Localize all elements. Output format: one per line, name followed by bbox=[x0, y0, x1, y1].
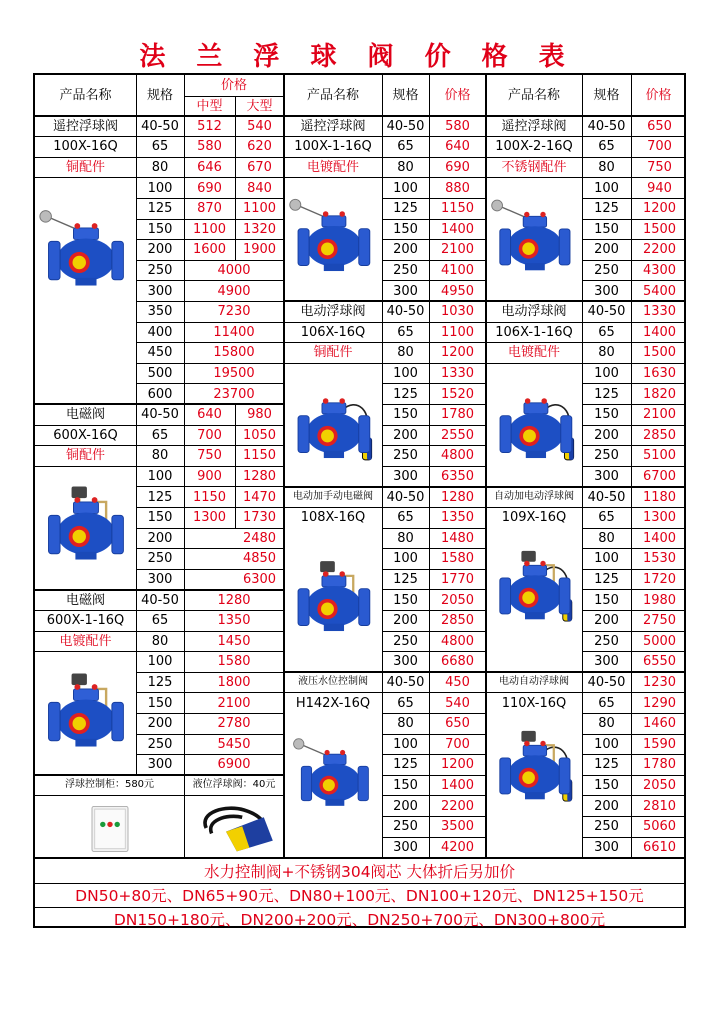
spec-cell: 200 bbox=[393, 242, 418, 258]
price-cell: 1100 bbox=[440, 324, 475, 340]
price-cell: 6900 bbox=[217, 757, 251, 773]
spec-cell: 125 bbox=[594, 571, 619, 587]
float-control-cabinet-image bbox=[65, 798, 155, 858]
spec-cell: 125 bbox=[393, 757, 418, 773]
price-large-cell: 1050 bbox=[242, 427, 277, 443]
price-cell: 1400 bbox=[642, 530, 677, 546]
header-product-name: 产品名称 bbox=[59, 88, 112, 103]
product-name: 自动加电动浮球阀 bbox=[494, 491, 574, 503]
price-cell: 3500 bbox=[440, 819, 475, 835]
spec-cell: 125 bbox=[147, 201, 173, 217]
price-cell: 1330 bbox=[440, 365, 475, 381]
price-cell: 2200 bbox=[440, 798, 475, 814]
spec-cell: 150 bbox=[594, 592, 619, 608]
price-large-cell: 1470 bbox=[242, 489, 277, 505]
price-cell: 6550 bbox=[642, 654, 677, 670]
spec-cell: 300 bbox=[147, 757, 173, 773]
spec-cell: 250 bbox=[393, 262, 418, 278]
product-name: 电动加手动电磁阀 bbox=[293, 491, 373, 503]
spec-cell: 40-50 bbox=[587, 674, 626, 690]
header-price-mid: 中型 bbox=[196, 98, 223, 114]
spec-cell: 150 bbox=[594, 407, 619, 423]
header-price: 价格 bbox=[220, 78, 247, 93]
spec-cell: 150 bbox=[147, 695, 173, 711]
spec-cell: 200 bbox=[147, 716, 173, 732]
spec-cell: 250 bbox=[594, 633, 619, 649]
product-material: 铜配件 bbox=[65, 448, 105, 464]
product-material: 电镀配件 bbox=[507, 345, 560, 361]
price-large-cell: 840 bbox=[247, 180, 272, 196]
spec-cell: 40-50 bbox=[386, 674, 425, 690]
spec-cell: 300 bbox=[594, 283, 619, 299]
spec-cell: 100 bbox=[147, 180, 173, 196]
product-name: 液压水位控制阀 bbox=[298, 676, 368, 688]
price-cell: 5000 bbox=[642, 633, 677, 649]
product-material: 电镀配件 bbox=[59, 633, 112, 649]
price-cell: 1200 bbox=[440, 345, 475, 361]
header-product-name: 产品名称 bbox=[507, 88, 560, 103]
product-model: 600X-1-16Q bbox=[46, 613, 125, 629]
spec-cell: 125 bbox=[594, 201, 619, 217]
price-cell: 1030 bbox=[440, 304, 475, 320]
spec-cell: 250 bbox=[594, 819, 619, 835]
spec-cell: 80 bbox=[397, 159, 414, 175]
plated-float-valve-image bbox=[287, 182, 379, 292]
product-model: 108X-16Q bbox=[300, 510, 366, 526]
price-cell: 1400 bbox=[440, 777, 475, 793]
product-model: 100X-16Q bbox=[53, 139, 118, 155]
price-cell: 1460 bbox=[642, 716, 677, 732]
spec-cell: 40-50 bbox=[386, 304, 425, 320]
price-cell: 2050 bbox=[642, 777, 677, 793]
price-cell: 1450 bbox=[217, 633, 251, 649]
product-name: 遥控浮球阀 bbox=[52, 118, 118, 134]
spec-cell: 150 bbox=[393, 592, 418, 608]
spec-cell: 40-50 bbox=[386, 489, 425, 505]
header-spec: 规格 bbox=[146, 88, 173, 103]
price-cell: 2100 bbox=[440, 242, 475, 258]
price-cell: 540 bbox=[445, 695, 470, 711]
spec-cell: 100 bbox=[594, 365, 619, 381]
footer-note-3: DN150+180元、DN200+200元、DN250+700元、DN300+800元 bbox=[113, 911, 606, 929]
spec-cell: 250 bbox=[594, 448, 619, 464]
spec-cell: 250 bbox=[393, 819, 418, 835]
price-cell: 4950 bbox=[440, 283, 475, 299]
price-mid-cell: 580 bbox=[197, 139, 222, 155]
spec-cell: 150 bbox=[594, 221, 619, 237]
spec-cell: 80 bbox=[397, 530, 414, 546]
price-cell: 5100 bbox=[642, 448, 677, 464]
price-cell: 1300 bbox=[642, 510, 677, 526]
price-cell: 11400 bbox=[213, 324, 255, 340]
spec-cell: 125 bbox=[594, 386, 619, 402]
spec-cell: 300 bbox=[147, 283, 173, 299]
level-float-ball-label: 液位浮球阀：40元 bbox=[192, 779, 276, 791]
price-large-cell: 2480 bbox=[242, 530, 277, 546]
price-cell: 750 bbox=[647, 159, 672, 175]
product-model: H142X-16Q bbox=[295, 695, 371, 711]
price-cell: 4200 bbox=[440, 839, 475, 855]
price-cell: 940 bbox=[647, 180, 672, 196]
price-cell: 1520 bbox=[440, 386, 475, 402]
product-name: 遥控浮球阀 bbox=[300, 118, 366, 134]
spec-cell: 65 bbox=[151, 139, 169, 155]
spec-cell: 300 bbox=[594, 839, 619, 855]
price-cell: 2780 bbox=[217, 716, 251, 732]
price-large-cell: 670 bbox=[247, 159, 272, 175]
price-cell: 1280 bbox=[440, 489, 475, 505]
float-valve-image bbox=[37, 190, 133, 310]
price-cell: 2200 bbox=[642, 242, 677, 258]
price-cell: 1780 bbox=[440, 407, 475, 423]
price-cell: 1500 bbox=[642, 221, 677, 237]
spec-cell: 100 bbox=[594, 180, 619, 196]
price-cell: 880 bbox=[445, 180, 470, 196]
spec-cell: 80 bbox=[598, 716, 615, 732]
spec-cell: 250 bbox=[594, 262, 619, 278]
price-cell: 6350 bbox=[440, 468, 475, 484]
spec-cell: 450 bbox=[147, 345, 173, 361]
price-mid-cell: 900 bbox=[197, 468, 222, 484]
price-cell: 4900 bbox=[217, 283, 251, 299]
price-cell: 6610 bbox=[642, 839, 677, 855]
spec-cell: 80 bbox=[151, 448, 169, 464]
price-cell: 1150 bbox=[440, 201, 475, 217]
spec-cell: 300 bbox=[393, 283, 418, 299]
spec-cell: 65 bbox=[598, 139, 615, 155]
price-cell: 1780 bbox=[642, 757, 677, 773]
product-model: 100X-2-16Q bbox=[495, 139, 573, 155]
price-cell: 700 bbox=[445, 736, 470, 752]
spec-cell: 100 bbox=[147, 654, 173, 670]
spec-cell: 250 bbox=[147, 262, 173, 278]
price-cell: 690 bbox=[445, 159, 470, 175]
price-cell: 4800 bbox=[440, 633, 475, 649]
price-cell: 1350 bbox=[440, 510, 475, 526]
price-cell: 1580 bbox=[440, 551, 475, 567]
price-cell: 450 bbox=[445, 674, 470, 690]
price-mid-cell: 1100 bbox=[192, 221, 227, 237]
header-spec: 规格 bbox=[392, 88, 419, 103]
price-mid-cell: 750 bbox=[197, 448, 222, 464]
product-name: 电磁阀 bbox=[65, 592, 105, 608]
price-cell: 580 bbox=[445, 118, 470, 134]
product-name: 遥控浮球阀 bbox=[501, 118, 567, 134]
price-mid-cell: 512 bbox=[197, 118, 222, 134]
spec-cell: 125 bbox=[393, 386, 418, 402]
price-cell: 700 bbox=[647, 139, 672, 155]
price-cell: 7230 bbox=[217, 304, 251, 320]
spec-cell: 80 bbox=[151, 633, 169, 649]
spec-cell: 100 bbox=[393, 736, 418, 752]
grid-line-v bbox=[184, 796, 185, 858]
spec-cell: 250 bbox=[393, 633, 418, 649]
price-cell: 19500 bbox=[213, 365, 255, 381]
spec-cell: 65 bbox=[397, 324, 414, 340]
product-model: 109X-16Q bbox=[501, 510, 567, 526]
price-cell: 1630 bbox=[642, 365, 677, 381]
price-large-cell: 4850 bbox=[242, 551, 277, 567]
price-cell: 2100 bbox=[642, 407, 677, 423]
spec-cell: 500 bbox=[147, 365, 173, 381]
price-cell: 1770 bbox=[440, 571, 475, 587]
spec-cell: 200 bbox=[147, 242, 173, 258]
product-material: 铜配件 bbox=[313, 345, 353, 361]
spec-cell: 100 bbox=[393, 551, 418, 567]
price-cell: 4100 bbox=[440, 262, 475, 278]
price-cell: 1400 bbox=[440, 221, 475, 237]
price-cell: 1500 bbox=[642, 345, 677, 361]
spec-cell: 600 bbox=[147, 386, 173, 402]
price-cell: 5450 bbox=[217, 736, 251, 752]
spec-cell: 400 bbox=[147, 324, 173, 340]
spec-cell: 80 bbox=[397, 345, 414, 361]
spec-cell: 125 bbox=[594, 757, 619, 773]
auto-electric-float-valve-image bbox=[489, 531, 579, 641]
spec-cell: 100 bbox=[393, 365, 418, 381]
price-cell: 650 bbox=[647, 118, 672, 134]
footer-note-2: DN50+80元、DN65+90元、DN80+100元、DN100+120元、DN125+150元 bbox=[75, 887, 644, 905]
price-cell: 2750 bbox=[642, 613, 677, 629]
spec-cell: 150 bbox=[393, 777, 418, 793]
price-cell: 1980 bbox=[642, 592, 677, 608]
spec-cell: 65 bbox=[598, 324, 615, 340]
spec-cell: 100 bbox=[594, 736, 619, 752]
price-cell: 5400 bbox=[642, 283, 677, 299]
product-material: 铜配件 bbox=[65, 159, 105, 175]
price-cell: 6680 bbox=[440, 654, 475, 670]
price-cell: 1480 bbox=[440, 530, 475, 546]
price-large-cell: 1150 bbox=[242, 448, 277, 464]
spec-cell: 200 bbox=[393, 427, 418, 443]
price-large-cell: 1280 bbox=[242, 468, 277, 484]
spec-cell: 40-50 bbox=[587, 118, 626, 134]
spec-cell: 100 bbox=[393, 180, 418, 196]
price-cell: 6700 bbox=[642, 468, 677, 484]
spec-cell: 300 bbox=[393, 839, 418, 855]
spec-cell: 250 bbox=[147, 551, 173, 567]
price-cell: 1720 bbox=[642, 571, 677, 587]
spec-cell: 125 bbox=[393, 571, 418, 587]
spec-cell: 125 bbox=[393, 201, 418, 217]
spec-cell: 65 bbox=[151, 613, 169, 629]
spec-cell: 100 bbox=[594, 551, 619, 567]
solenoid-valve-plated-image bbox=[37, 656, 133, 766]
price-cell: 1530 bbox=[642, 551, 677, 567]
spec-cell: 125 bbox=[147, 674, 173, 690]
footer-note-1: 水力控制阀+不锈钢304阀芯 大体折后另加价 bbox=[203, 863, 515, 881]
spec-cell: 200 bbox=[594, 613, 619, 629]
product-material: 不锈钢配件 bbox=[501, 159, 567, 175]
spec-cell: 40-50 bbox=[141, 592, 179, 608]
price-cell: 1350 bbox=[217, 613, 251, 629]
header-price: 价格 bbox=[645, 88, 672, 103]
price-cell: 4800 bbox=[440, 448, 475, 464]
price-cell: 2810 bbox=[642, 798, 677, 814]
spec-cell: 300 bbox=[393, 654, 418, 670]
electric-auto-float-valve-image bbox=[489, 711, 579, 821]
price-large-cell: 6300 bbox=[242, 571, 277, 587]
product-model: 110X-16Q bbox=[501, 695, 567, 711]
spec-cell: 150 bbox=[147, 221, 173, 237]
spec-cell: 200 bbox=[594, 242, 619, 258]
price-large-cell: 1320 bbox=[242, 221, 277, 237]
spec-cell: 300 bbox=[594, 654, 619, 670]
price-cell: 1180 bbox=[642, 489, 677, 505]
price-mid-cell: 646 bbox=[197, 159, 222, 175]
price-cell: 1290 bbox=[642, 695, 677, 711]
spec-cell: 80 bbox=[598, 159, 615, 175]
spec-cell: 200 bbox=[393, 798, 418, 814]
spec-cell: 40-50 bbox=[141, 118, 179, 134]
price-table bbox=[33, 73, 686, 928]
price-mid-cell: 870 bbox=[197, 201, 222, 217]
price-mid-cell: 1150 bbox=[192, 489, 227, 505]
spec-cell: 300 bbox=[147, 571, 173, 587]
header-spec: 规格 bbox=[593, 88, 620, 103]
spec-cell: 65 bbox=[397, 510, 414, 526]
price-large-cell: 620 bbox=[247, 139, 272, 155]
product-model: 106X-1-16Q bbox=[495, 324, 573, 340]
hydraulic-level-valve-image bbox=[291, 699, 377, 849]
price-cell: 1400 bbox=[642, 324, 677, 340]
spec-cell: 40-50 bbox=[386, 118, 425, 134]
price-cell: 4000 bbox=[217, 262, 251, 278]
price-mid-cell: 700 bbox=[197, 427, 222, 443]
price-mid-cell: 640 bbox=[197, 407, 222, 423]
spec-cell: 200 bbox=[147, 530, 173, 546]
price-cell: 1580 bbox=[217, 654, 251, 670]
product-material: 电镀配件 bbox=[306, 159, 359, 175]
spec-cell: 100 bbox=[147, 468, 173, 484]
price-cell: 23700 bbox=[213, 386, 255, 402]
price-cell: 1280 bbox=[217, 592, 251, 608]
price-mid-cell: 1600 bbox=[192, 242, 227, 258]
solenoid-valve-image bbox=[37, 474, 133, 574]
price-cell: 2050 bbox=[440, 592, 475, 608]
product-model: 106X-16Q bbox=[300, 324, 366, 340]
product-name: 电动浮球阀 bbox=[501, 304, 567, 320]
price-cell: 2550 bbox=[440, 427, 475, 443]
product-model: 100X-1-16Q bbox=[294, 139, 372, 155]
electric-float-valve-plated-image bbox=[489, 369, 581, 479]
price-cell: 650 bbox=[445, 716, 470, 732]
price-cell: 640 bbox=[445, 139, 470, 155]
price-cell: 4300 bbox=[642, 262, 677, 278]
spec-cell: 40-50 bbox=[587, 489, 626, 505]
price-large-cell: 1730 bbox=[242, 510, 277, 526]
price-cell: 15800 bbox=[213, 345, 255, 361]
spec-cell: 80 bbox=[598, 530, 615, 546]
float-control-cabinet-label: 浮球控制柜：580元 bbox=[64, 779, 155, 791]
price-cell: 1820 bbox=[642, 386, 677, 402]
spec-cell: 200 bbox=[594, 798, 619, 814]
price-cell: 1330 bbox=[642, 304, 677, 320]
spec-cell: 150 bbox=[393, 407, 418, 423]
page-title: 法 兰 浮 球 阀 价 格 表 bbox=[139, 42, 576, 72]
product-name: 电动自动浮球阀 bbox=[499, 676, 569, 688]
product-name: 电磁阀 bbox=[65, 407, 105, 423]
price-mid-cell: 690 bbox=[197, 180, 222, 196]
header-price-large: 大型 bbox=[246, 98, 273, 114]
spec-cell: 300 bbox=[594, 468, 619, 484]
spec-cell: 80 bbox=[151, 159, 169, 175]
spec-cell: 65 bbox=[598, 695, 615, 711]
spec-cell: 200 bbox=[393, 613, 418, 629]
level-float-ball-image bbox=[190, 798, 280, 858]
price-cell: 1800 bbox=[217, 674, 251, 690]
spec-cell: 65 bbox=[151, 427, 169, 443]
price-cell: 1590 bbox=[642, 736, 677, 752]
price-large-cell: 540 bbox=[247, 118, 272, 134]
spec-cell: 65 bbox=[397, 139, 414, 155]
price-cell: 2100 bbox=[217, 695, 251, 711]
spec-cell: 150 bbox=[594, 777, 619, 793]
spec-cell: 40-50 bbox=[141, 407, 179, 423]
spec-cell: 65 bbox=[598, 510, 615, 526]
stainless-float-valve-image bbox=[489, 182, 579, 292]
spec-cell: 350 bbox=[147, 304, 173, 320]
spec-cell: 250 bbox=[147, 736, 173, 752]
spec-cell: 300 bbox=[393, 468, 418, 484]
header-price: 价格 bbox=[444, 88, 471, 103]
spec-cell: 150 bbox=[147, 510, 173, 526]
price-mid-cell: 1300 bbox=[192, 510, 227, 526]
price-cell: 1200 bbox=[440, 757, 475, 773]
price-cell: 2850 bbox=[440, 613, 475, 629]
price-cell: 5060 bbox=[642, 819, 677, 835]
spec-cell: 65 bbox=[397, 695, 414, 711]
price-cell: 1200 bbox=[642, 201, 677, 217]
spec-cell: 250 bbox=[393, 448, 418, 464]
spec-cell: 40-50 bbox=[587, 304, 626, 320]
price-large-cell: 980 bbox=[247, 407, 272, 423]
header-product-name: 产品名称 bbox=[306, 88, 359, 103]
price-cell: 2850 bbox=[642, 427, 677, 443]
price-large-cell: 1900 bbox=[242, 242, 277, 258]
electric-float-valve-image bbox=[287, 369, 379, 479]
price-cell: 1230 bbox=[642, 674, 677, 690]
spec-cell: 125 bbox=[147, 489, 173, 505]
spec-cell: 80 bbox=[598, 345, 615, 361]
product-model: 600X-16Q bbox=[53, 427, 118, 443]
manual-solenoid-valve-image bbox=[287, 527, 379, 667]
spec-cell: 80 bbox=[397, 716, 414, 732]
price-large-cell: 1100 bbox=[242, 201, 277, 217]
spec-cell: 150 bbox=[393, 221, 418, 237]
spec-cell: 200 bbox=[594, 427, 619, 443]
product-name: 电动浮球阀 bbox=[300, 304, 366, 320]
